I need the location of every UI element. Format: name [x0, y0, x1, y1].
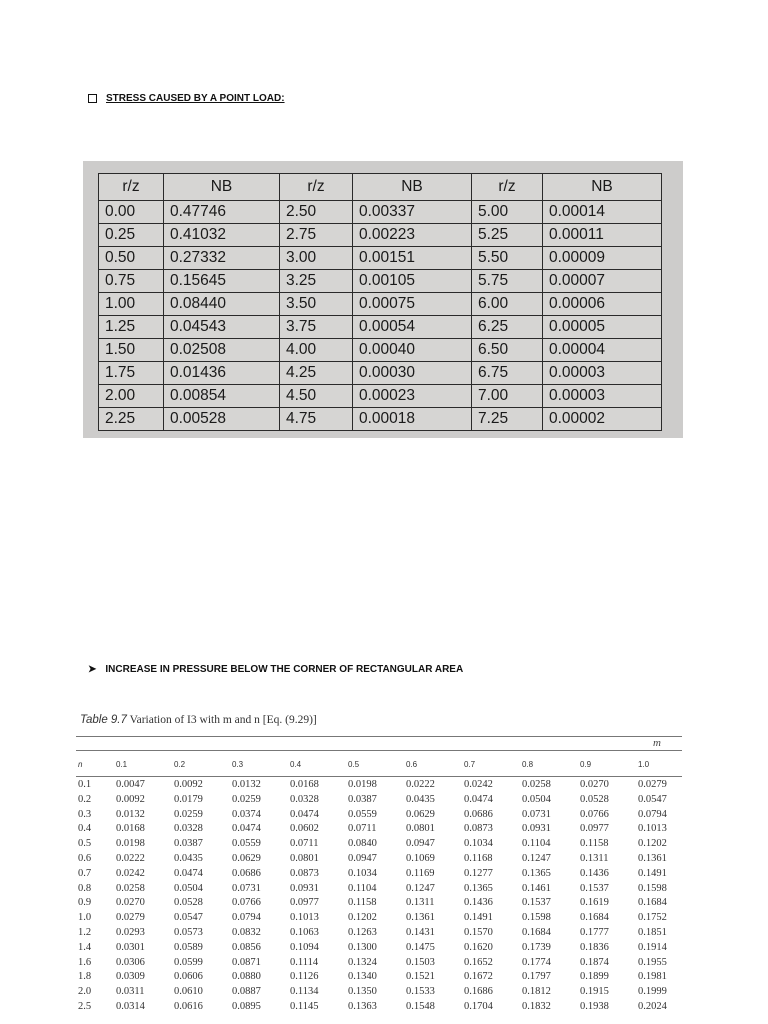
table-cell: 0.0374 — [232, 808, 261, 820]
table-cell: 0.1134 — [290, 986, 319, 998]
m-column-header: 0.1 — [116, 759, 128, 769]
table-cell: 0.1999 — [638, 986, 667, 998]
table-cell: 0.0168 — [116, 823, 145, 835]
table-row — [76, 882, 696, 897]
table-row — [99, 362, 662, 385]
table-cell: 0.1158 — [348, 897, 377, 909]
table-cell: 0.1955 — [638, 956, 667, 968]
table-cell: 0.0856 — [232, 941, 261, 953]
table-cell: 2.00 — [99, 385, 164, 408]
table-row — [99, 293, 662, 316]
table-cell: 0.00854 — [164, 385, 280, 408]
table-cell: 0.0222 — [116, 852, 145, 864]
table-cell: 0.15645 — [164, 270, 280, 293]
table-cell: 0.1034 — [348, 867, 377, 879]
table-cell: 0.1158 — [580, 838, 609, 850]
table-cell: 0.1739 — [522, 941, 551, 953]
table-cell: 0.0279 — [116, 912, 145, 924]
table-cell: 0.0258 — [116, 882, 145, 894]
table-cell: 0.47746 — [164, 201, 280, 224]
table-cell: 0.1684 — [638, 897, 667, 909]
table-cell: 0.25 — [99, 224, 164, 247]
table-cell: 0.0547 — [638, 793, 667, 805]
table-cell: 0.0947 — [406, 838, 435, 850]
table-cell: 0.0387 — [174, 838, 203, 850]
n-value-cell: 0.9 — [78, 897, 92, 909]
n-value-cell: 1.6 — [78, 956, 92, 968]
table-cell: 0.00014 — [543, 201, 662, 224]
table-cell: 0.0301 — [116, 941, 145, 953]
table-cell: 0.00105 — [353, 270, 472, 293]
table-cell: 0.1168 — [464, 852, 493, 864]
table-caption-text: Variation of I3 with m and n [Eq. (9.29)] — [129, 714, 317, 726]
table-cell: 0.0474 — [232, 823, 261, 835]
table-cell: 0.41032 — [164, 224, 280, 247]
table-cell: 0.00337 — [353, 201, 472, 224]
n-value-cell: 1.4 — [78, 941, 92, 953]
table-cell: 0.1686 — [464, 986, 493, 998]
table-cell: 0.00040 — [353, 339, 472, 362]
section-title: INCREASE IN PRESSURE BELOW THE CORNER OF RECTANGULAR AREA — [105, 664, 464, 675]
table-cell: 0.75 — [99, 270, 164, 293]
table-row — [99, 224, 662, 247]
table-cell: 0.0528 — [174, 897, 203, 909]
table-cell: 0.50 — [99, 247, 164, 270]
table-cell: 0.1491 — [464, 912, 493, 924]
table-cell: 0.0895 — [232, 1000, 261, 1012]
table-cell: 0.0474 — [174, 867, 203, 879]
table-cell: 4.00 — [280, 339, 353, 362]
m-column-header: 0.4 — [290, 759, 302, 769]
table-cell: 0.1013 — [290, 912, 319, 924]
table-cell: 7.25 — [472, 408, 543, 431]
table-cell: 0.0474 — [464, 793, 493, 805]
table-cell: 0.1202 — [348, 912, 377, 924]
table-cell: 2.25 — [99, 408, 164, 431]
table-cell: 0.1350 — [348, 986, 377, 998]
table-row — [76, 837, 696, 852]
table-cell: 0.1548 — [406, 1000, 435, 1012]
table-cell: 0.0559 — [232, 838, 261, 850]
table-cell: 0.00 — [99, 201, 164, 224]
table-cell: 0.0528 — [580, 793, 609, 805]
m-column-header: 0.3 — [232, 759, 244, 769]
table-cell: 4.75 — [280, 408, 353, 431]
table-cell: 0.0616 — [174, 1000, 203, 1012]
table-cell: 0.0259 — [174, 808, 203, 820]
table-cell: 0.0242 — [464, 779, 493, 790]
table-cell: 0.27332 — [164, 247, 280, 270]
table-cell: 0.0977 — [580, 823, 609, 835]
table-cell: 0.1247 — [522, 852, 551, 864]
table-cell: 0.0222 — [406, 779, 435, 790]
table-cell: 0.1145 — [290, 1000, 319, 1012]
table-row — [99, 270, 662, 293]
n-value-cell: 0.5 — [78, 838, 92, 850]
table-row — [76, 896, 696, 911]
table-row — [76, 808, 696, 823]
section-heading-point-load — [88, 93, 285, 104]
table-cell: 0.1537 — [522, 897, 551, 909]
n-value-cell: 0.3 — [78, 808, 92, 820]
table-cell: 0.00223 — [353, 224, 472, 247]
column-header: NB — [164, 174, 280, 201]
table-cell: 0.0198 — [348, 779, 377, 790]
table-cell: 0.0328 — [290, 793, 319, 805]
table-cell: 0.0731 — [232, 882, 261, 894]
table-cell: 0.1652 — [464, 956, 493, 968]
table-cell: 0.1365 — [522, 867, 551, 879]
table-cell: 0.1620 — [464, 941, 493, 953]
column-header: r/z — [472, 174, 543, 201]
table-cell: 0.0599 — [174, 956, 203, 968]
table-cell: 0.1797 — [522, 971, 551, 983]
table-cell: 0.0880 — [232, 971, 261, 983]
table-cell: 6.50 — [472, 339, 543, 362]
table-cell: 0.0047 — [116, 779, 145, 790]
table-cell: 0.0977 — [290, 897, 319, 909]
table-cell: 0.0711 — [348, 823, 377, 835]
table-cell: 0.0871 — [232, 956, 261, 968]
table-cell: 0.00002 — [543, 408, 662, 431]
table-cell: 0.1619 — [580, 897, 609, 909]
table-cell: 0.1812 — [522, 986, 551, 998]
table-cell: 0.0686 — [464, 808, 493, 820]
table-cell: 0.00011 — [543, 224, 662, 247]
table-cell: 4.50 — [280, 385, 353, 408]
table-cell: 5.50 — [472, 247, 543, 270]
table-row — [99, 385, 662, 408]
table-cell: 3.50 — [280, 293, 353, 316]
table-row — [76, 1000, 696, 1015]
checkbox-bullet-icon — [88, 94, 97, 103]
i3-variation-table — [76, 754, 696, 1015]
table-cell: 0.1981 — [638, 971, 667, 983]
table-cell: 0.1431 — [406, 926, 435, 938]
table-cell: 1.75 — [99, 362, 164, 385]
table-cell: 0.0132 — [116, 808, 145, 820]
table-cell: 0.0559 — [348, 808, 377, 820]
table-cell: 0.0435 — [406, 793, 435, 805]
table-row — [76, 926, 696, 941]
table-cell: 0.1684 — [580, 912, 609, 924]
table-cell: 0.0474 — [290, 808, 319, 820]
table-cell: 0.0629 — [406, 808, 435, 820]
table-cell: 3.25 — [280, 270, 353, 293]
column-header: r/z — [280, 174, 353, 201]
table-cell: 0.1915 — [580, 986, 609, 998]
table-row — [76, 985, 696, 1000]
table-cell: 0.0801 — [290, 852, 319, 864]
table-cell: 6.00 — [472, 293, 543, 316]
n-value-cell: 2.0 — [78, 986, 92, 998]
table-cell: 0.0832 — [232, 926, 261, 938]
table-row — [76, 941, 696, 956]
n-value-cell: 2.5 — [78, 1000, 92, 1012]
table-row — [99, 339, 662, 362]
table-cell: 0.1311 — [580, 852, 609, 864]
table-row — [99, 408, 662, 431]
table-cell: 0.00003 — [543, 362, 662, 385]
table-cell: 0.1063 — [290, 926, 319, 938]
table-cell: 0.1672 — [464, 971, 493, 983]
table-cell: 1.50 — [99, 339, 164, 362]
table-cell: 0.0504 — [174, 882, 203, 894]
m-column-header: 0.8 — [522, 759, 534, 769]
table-cell: 0.0766 — [232, 897, 261, 909]
table-cell: 6.75 — [472, 362, 543, 385]
table-cell: 0.0873 — [464, 823, 493, 835]
table-cell: 0.00005 — [543, 316, 662, 339]
point-load-table-image — [83, 161, 683, 438]
table-cell: 0.0387 — [348, 793, 377, 805]
table-cell: 0.1899 — [580, 971, 609, 983]
table-cell: 0.1598 — [522, 912, 551, 924]
table-row — [76, 822, 696, 837]
n-value-cell: 0.7 — [78, 867, 92, 879]
table-cell: 0.1475 — [406, 941, 435, 953]
table-cell: 0.1324 — [348, 956, 377, 968]
table-cell: 0.0092 — [174, 779, 203, 790]
table-cell: 0.0504 — [522, 793, 551, 805]
table-cell: 0.1202 — [638, 838, 667, 850]
table-cell: 0.1247 — [406, 882, 435, 894]
table-cell: 0.0610 — [174, 986, 203, 998]
table-cell: 0.00030 — [353, 362, 472, 385]
table-cell: 0.1832 — [522, 1000, 551, 1012]
table-cell: 3.75 — [280, 316, 353, 339]
table-cell: 0.1533 — [406, 986, 435, 998]
n-value-cell: 0.2 — [78, 793, 92, 805]
table-cell: 0.0258 — [522, 779, 551, 790]
table-row — [76, 852, 696, 867]
table-cell: 0.0801 — [406, 823, 435, 835]
table-cell: 0.1704 — [464, 1000, 493, 1012]
table-cell: 0.00004 — [543, 339, 662, 362]
table-cell: 0.0873 — [290, 867, 319, 879]
table-cell: 3.00 — [280, 247, 353, 270]
table-cell: 0.0270 — [580, 779, 609, 790]
table-cell: 0.1013 — [638, 823, 667, 835]
table-rule — [76, 750, 682, 751]
table-row — [99, 247, 662, 270]
table-cell: 0.0602 — [290, 823, 319, 835]
table-cell: 0.00018 — [353, 408, 472, 431]
table-cell: 0.1570 — [464, 926, 493, 938]
table-cell: 0.1684 — [522, 926, 551, 938]
table-cell: 0.1598 — [638, 882, 667, 894]
table-cell: 0.1300 — [348, 941, 377, 953]
table-cell: 0.0328 — [174, 823, 203, 835]
m-column-header: 0.5 — [348, 759, 360, 769]
m-column-header: 0.2 — [174, 759, 186, 769]
n-value-cell: 0.8 — [78, 882, 92, 894]
table-cell: 0.01436 — [164, 362, 280, 385]
table-cell: 0.0168 — [290, 779, 319, 790]
m-axis-label: m — [653, 737, 661, 749]
table-cell: 0.0794 — [638, 808, 667, 820]
table-cell: 0.0435 — [174, 852, 203, 864]
table-row — [76, 911, 696, 926]
table-cell: 0.08440 — [164, 293, 280, 316]
n-value-cell: 0.4 — [78, 823, 92, 835]
table-cell: 0.1069 — [406, 852, 435, 864]
table-cell: 0.0629 — [232, 852, 261, 864]
table-cell: 4.25 — [280, 362, 353, 385]
table-cell: 0.1537 — [580, 882, 609, 894]
n-value-cell: 1.0 — [78, 912, 92, 924]
table-cell: 5.00 — [472, 201, 543, 224]
table-cell: 0.00003 — [543, 385, 662, 408]
table-cell: 0.1851 — [638, 926, 667, 938]
table-cell: 0.1340 — [348, 971, 377, 983]
table-cell: 0.00006 — [543, 293, 662, 316]
table-cell: 0.0931 — [522, 823, 551, 835]
table-cell: 5.75 — [472, 270, 543, 293]
table-cell: 0.0270 — [116, 897, 145, 909]
table-cell: 0.1263 — [348, 926, 377, 938]
arrow-bullet-icon: ➤ — [88, 664, 97, 675]
table-cell: 0.0887 — [232, 986, 261, 998]
table-cell: 0.00075 — [353, 293, 472, 316]
table-row — [76, 970, 696, 985]
table-cell: 0.1361 — [638, 852, 667, 864]
table-cell: 0.1104 — [522, 838, 551, 850]
table-cell: 0.1461 — [522, 882, 551, 894]
table-cell: 0.1436 — [580, 867, 609, 879]
table-caption — [80, 714, 317, 726]
table-cell: 0.1503 — [406, 956, 435, 968]
table-cell: 2.50 — [280, 201, 353, 224]
table-cell: 0.1034 — [464, 838, 493, 850]
table-cell: 0.1311 — [406, 897, 435, 909]
table-cell: 0.1874 — [580, 956, 609, 968]
table-cell: 0.0711 — [290, 838, 319, 850]
table-row — [76, 956, 696, 971]
table-cell: 0.0279 — [638, 779, 667, 790]
table-cell: 0.1363 — [348, 1000, 377, 1012]
table-cell: 0.00151 — [353, 247, 472, 270]
m-column-header: 1.0 — [638, 759, 650, 769]
table-cell: 0.0198 — [116, 838, 145, 850]
table-cell: 0.2024 — [638, 1000, 667, 1012]
table-cell: 0.1521 — [406, 971, 435, 983]
table-cell: 0.0306 — [116, 956, 145, 968]
table-cell: 0.0314 — [116, 1000, 145, 1012]
table-cell: 0.1361 — [406, 912, 435, 924]
table-cell: 0.00007 — [543, 270, 662, 293]
section-title: STRESS CAUSED BY A POINT LOAD: — [106, 93, 285, 104]
table-cell: 0.1094 — [290, 941, 319, 953]
table-cell: 0.0242 — [116, 867, 145, 879]
table-cell: 1.25 — [99, 316, 164, 339]
table-cell: 0.0293 — [116, 926, 145, 938]
table-cell: 0.1491 — [638, 867, 667, 879]
table-cell: 0.1169 — [406, 867, 435, 879]
table-cell: 0.1938 — [580, 1000, 609, 1012]
n-value-cell: 1.8 — [78, 971, 92, 983]
table-cell: 1.00 — [99, 293, 164, 316]
m-column-header: 0.6 — [406, 759, 418, 769]
table-row — [76, 774, 696, 793]
table-cell: 0.0092 — [116, 793, 145, 805]
table-row — [76, 793, 696, 808]
table-cell: 0.0840 — [348, 838, 377, 850]
table-cell: 0.1104 — [348, 882, 377, 894]
table-cell: 0.0766 — [580, 808, 609, 820]
n-value-cell: 0.6 — [78, 852, 92, 864]
column-header: r/z — [99, 174, 164, 201]
table-cell: 0.0259 — [232, 793, 261, 805]
table-cell: 0.0309 — [116, 971, 145, 983]
n-value-cell: 0.1 — [78, 779, 92, 790]
table-cell: 0.0573 — [174, 926, 203, 938]
column-header: NB — [353, 174, 472, 201]
table-cell: 0.0547 — [174, 912, 203, 924]
n-value-cell: 1.2 — [78, 926, 92, 938]
table-cell: 0.04543 — [164, 316, 280, 339]
table-cell: 2.75 — [280, 224, 353, 247]
table-cell: 0.1914 — [638, 941, 667, 953]
table-cell: 0.0132 — [232, 779, 261, 790]
table-cell: 0.1774 — [522, 956, 551, 968]
table-header-row — [76, 754, 696, 774]
table-cell: 0.0794 — [232, 912, 261, 924]
table-caption-label: Table 9.7 — [80, 714, 127, 726]
section-heading-rectangular-area — [88, 664, 463, 675]
table-cell: 5.25 — [472, 224, 543, 247]
table-cell: 0.0606 — [174, 971, 203, 983]
point-load-table — [98, 173, 662, 431]
table-cell: 0.0931 — [290, 882, 319, 894]
table-cell: 0.02508 — [164, 339, 280, 362]
table-cell: 0.1836 — [580, 941, 609, 953]
table-cell: 0.0311 — [116, 986, 145, 998]
table-cell: 0.1365 — [464, 882, 493, 894]
table-row — [99, 316, 662, 339]
table-row — [76, 867, 696, 882]
m-column-header: 0.7 — [464, 759, 476, 769]
table-cell: 0.0731 — [522, 808, 551, 820]
table-cell: 0.1277 — [464, 867, 493, 879]
table-cell: 0.1436 — [464, 897, 493, 909]
table-cell: 0.00054 — [353, 316, 472, 339]
table-cell: 6.25 — [472, 316, 543, 339]
table-cell: 0.0947 — [348, 852, 377, 864]
m-column-header: 0.9 — [580, 759, 592, 769]
table-cell: 0.1777 — [580, 926, 609, 938]
table-cell: 0.1752 — [638, 912, 667, 924]
table-cell: 7.00 — [472, 385, 543, 408]
table-header-row — [99, 174, 662, 201]
table-cell: 0.0686 — [232, 867, 261, 879]
table-cell: 0.1114 — [290, 956, 319, 968]
table-row — [99, 201, 662, 224]
table-cell: 0.00528 — [164, 408, 280, 431]
table-cell: 0.00009 — [543, 247, 662, 270]
table-cell: 0.0589 — [174, 941, 203, 953]
table-cell: 0.0179 — [174, 793, 203, 805]
column-header: NB — [543, 174, 662, 201]
table-rule — [76, 736, 682, 737]
n-column-header: n — [78, 759, 83, 769]
table-cell: 0.1126 — [290, 971, 319, 983]
table-cell: 0.00023 — [353, 385, 472, 408]
